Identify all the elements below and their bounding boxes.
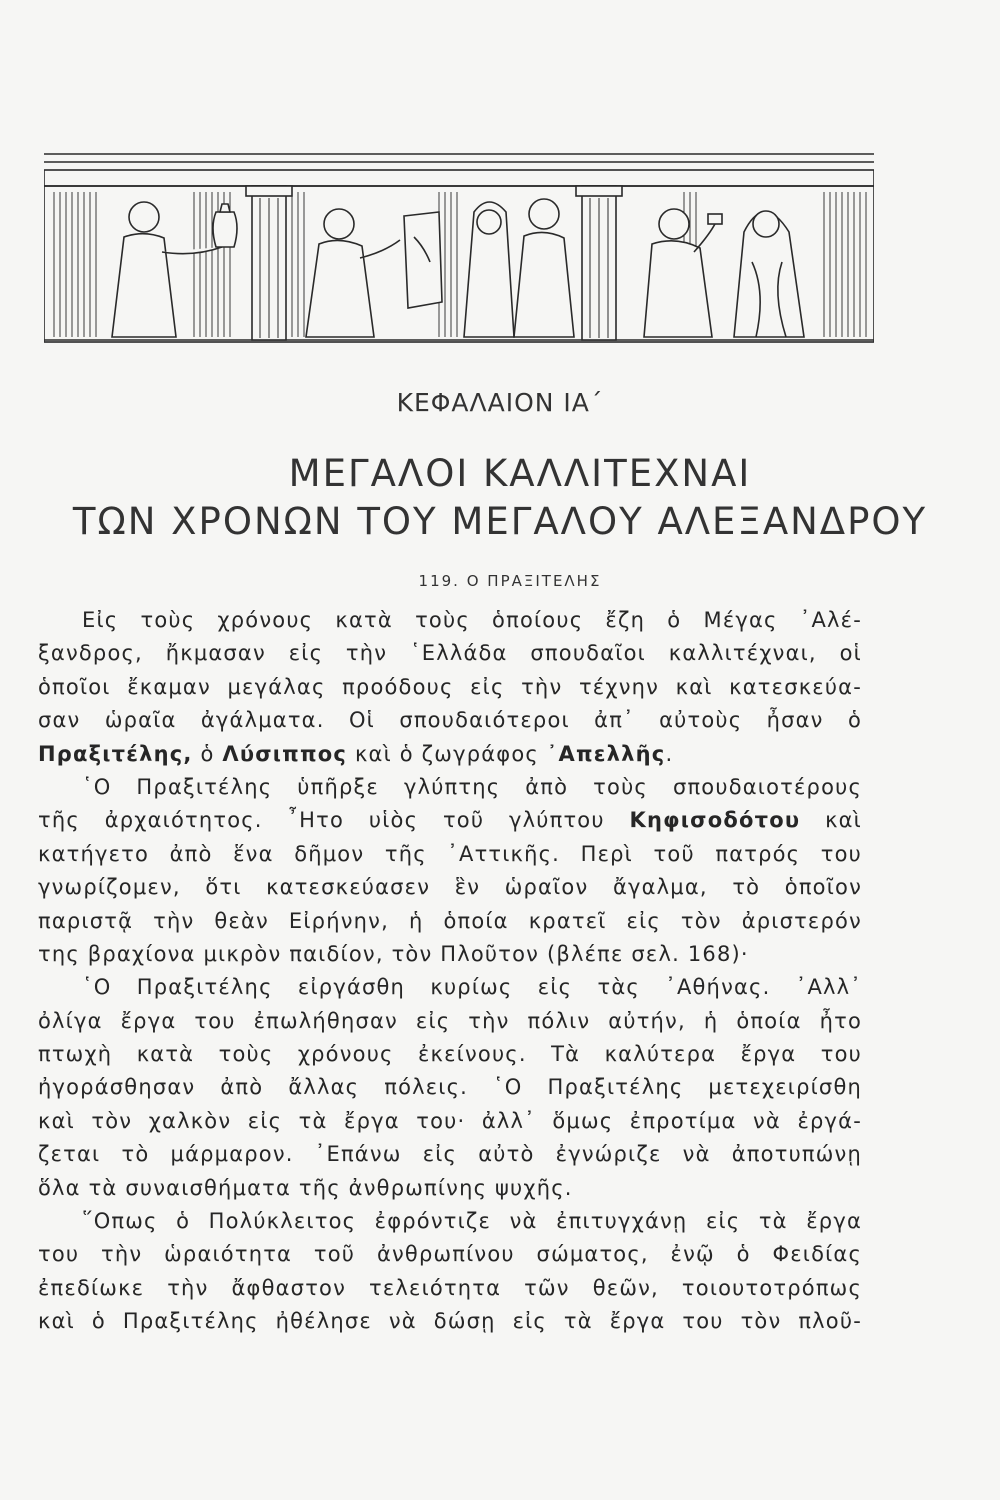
text-segment: ῾Ο Πραξιτέλης εἰργάσθη κυρίως εἰς τὰς ᾿Αθήνας. ᾿Αλλ᾿ (82, 975, 862, 1000)
text-segment: ἠγοράσθησαν ἀπὸ ἄλλας πόλεις. ῾Ο Πραξιτέλης μετεχειρίσθη (38, 1075, 862, 1100)
text-line (38, 871, 862, 904)
text-segment: πτωχὴ κατὰ τοὺς χρόνους ἐκείνους. Τὰ καλύτερα ἔργα του (38, 1042, 862, 1067)
text-line (38, 1305, 862, 1338)
text-segment: Εἰς τοὺς χρόνους κατὰ τοὺς ὁποίους ἔζη ὁ Μέγας ᾿Αλέ- (82, 608, 862, 632)
text-line (38, 1172, 862, 1205)
text-line (38, 938, 862, 971)
body-text (38, 604, 862, 1339)
text-segment: του τὴν ὡραιότητα τοῦ ἀνθρωπίνου σώματος, ἐνῷ ὁ Φειδίας (38, 1242, 862, 1267)
bold-name: Κηφισοδότου (629, 808, 801, 833)
text-line (38, 1205, 862, 1238)
bold-name: Πραξιτέλης, (38, 741, 193, 766)
text-segment: της βραχίονα μικρὸν παιδίον, τὸν Πλοῦτον (βλέπε σελ. 168)· (38, 941, 749, 966)
text-line (38, 604, 862, 637)
text-segment: . (665, 741, 674, 766)
text-segment: γνωρίζομεν, ὅτι κατεσκεύασεν ἓν ὡραῖον ἄγαλμα, τὸ ὁποῖον (38, 875, 862, 900)
text-segment: ῞Οπως ὁ Πολύκλειτος ἐφρόντιζε νὰ ἐπιτυγχάνῃ εἰς τὰ ἔργα (82, 1209, 862, 1234)
chapter-title-line-2: ΤΩΝ ΧΡΟΝΩΝ ΤΟΥ ΜΕΓΑΛΟΥ ΑΛΕΞΑΝΔΡΟΥ (72, 500, 928, 543)
text-line (38, 671, 862, 704)
text-segment: ὀλίγα ἔργα του ἐπωλήθησαν εἰς τὴν πόλιν αὐτήν, ἡ ὁποία ἦτο (38, 1008, 862, 1033)
text-line (38, 738, 862, 771)
text-segment: ὁ (192, 741, 223, 766)
text-line (38, 1005, 862, 1038)
text-line (38, 771, 862, 804)
text-segment: σαν ὡραῖα ἀγάλματα. Οἱ σπουδαιότεροι ἀπ᾿ αὐτοὺς ἦσαν ὁ (38, 708, 862, 733)
text-segment: καὶ (800, 808, 862, 833)
text-segment: ζεται τὸ μάρμαρον. ᾿Επάνω εἰς αὐτὸ ἐγνώριζε νὰ ἀποτυπώνῃ (38, 1142, 862, 1167)
text-segment: ῾Ο Πραξιτέλης ὑπῆρξε γλύπτης ἀπὸ τοὺς σπουδαιοτέρους (82, 774, 862, 799)
text-line (38, 804, 862, 837)
text-segment: ξανδρος, ἤκμασαν εἰς τὴν ῾Ελλάδα σπουδαῖοι καλλιτέχναι, οἱ (38, 641, 862, 666)
text-segment: παριστᾷ τὴν θεὰν Εἰρήνην, ἡ ὁποία κρατεῖ εἰς τὸν ἀριστερόν (38, 908, 862, 933)
text-line (38, 971, 862, 1004)
frieze-illustration (44, 152, 874, 352)
text-line (38, 838, 862, 871)
chapter-label: ΚΕΦΑΛΑΙΟΝ ΙΑ΄ (396, 388, 604, 417)
chapter-title-line-1: ΜΕΓΑΛΟΙ ΚΑΛΛΙΤΕΧΝΑΙ (288, 452, 752, 495)
text-segment: καὶ ὁ Πραξιτέλης ἠθέλησε νὰ δώσῃ εἰς τὰ ἔργα του τὸν πλοῦ- (38, 1309, 862, 1334)
bold-name: Λύσιππος (222, 741, 348, 766)
text-line (38, 1071, 862, 1104)
text-line (38, 1038, 862, 1071)
text-line (38, 1238, 862, 1271)
text-segment: ὅλα τὰ συναισθήματα τῆς ἀνθρωπίνης ψυχῆς. (38, 1175, 573, 1200)
bold-name: ᾿Απελλῆς (546, 741, 666, 766)
text-segment: ὁποῖοι ἔκαμαν μεγάλας προόδους εἰς τὴν τέχνην καὶ κατεσκεύα- (38, 674, 862, 699)
text-segment: κατήγετο ἀπὸ ἕνα δῆμον τῆς ᾿Αττικῆς. Περὶ τοῦ πατρός του (38, 841, 862, 866)
text-line (38, 1138, 862, 1171)
text-line (38, 637, 862, 670)
text-line (38, 1105, 862, 1138)
text-segment: καὶ τὸν χαλκὸν εἰς τὰ ἔργα του· ἀλλ᾿ ὅμως ἐπροτίμα νὰ ἐργά- (38, 1108, 862, 1133)
section-heading: 119. Ο ΠΡΑΞΙΤΕΛΗΣ (418, 572, 602, 590)
text-segment: ἐπεδίωκε τὴν ἄφθαστον τελειότητα τῶν θεῶν, τοιουτοτρόπως (38, 1275, 862, 1300)
text-line (38, 905, 862, 938)
text-line (38, 704, 862, 737)
text-segment: καὶ ὁ ζωγράφος (347, 741, 547, 766)
text-segment: τῆς ἀρχαιότητος. ῏Ητο υἱὸς τοῦ γλύπτου (38, 808, 630, 833)
text-line (38, 1272, 862, 1305)
